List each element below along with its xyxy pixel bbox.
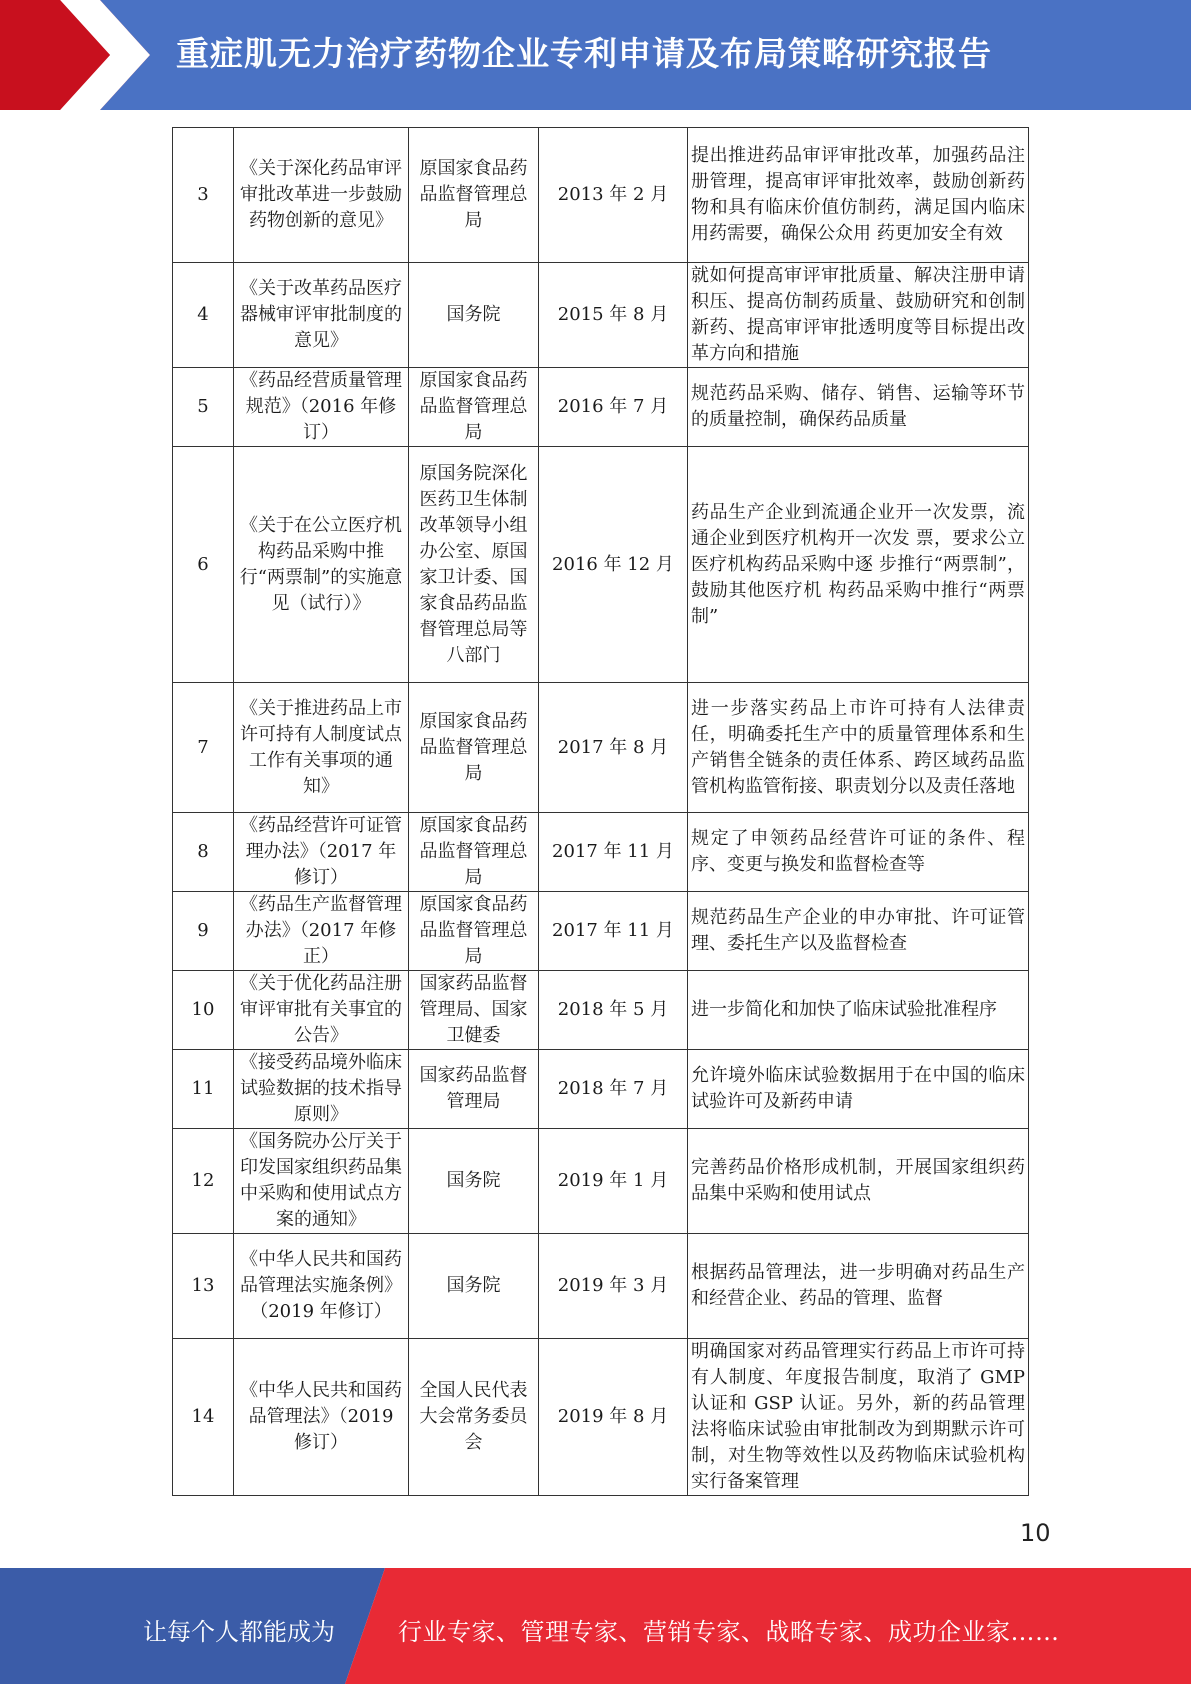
issuing-authority-cell: 国家药品监督管理局、国家卫健委 [409,971,539,1050]
policy-description-cell: 完善药品价格形成机制，开展国家组织药品集中采购和使用试点 [688,1129,1029,1234]
issue-date-cell: 2017 年 8 月 [539,683,688,813]
page-number: 10 [1020,1519,1051,1547]
table-row [173,263,1029,368]
policy-name-cell: 《中华人民共和国药品管理法实施条例》（2019 年修订） [234,1234,409,1339]
footer-slogan-left: 让每个人都能成为 [143,1618,335,1646]
policy-description-cell: 明确国家对药品管理实行药品上市许可持有人制度、年度报告制度，取消了 GMP 认证和 GSP 认证。另外，新的药品管理法将临床试验由审批制改为到期默示许可制，对生物等效性以及药物临床试验机构实行备案管理 [688,1339,1029,1496]
policy-name-cell: 《中华人民共和国药品管理法》（2019 修订） [234,1339,409,1496]
policy-name-cell: 《关于推进药品上市许可持有人制度试点工作有关事项的通知》 [234,683,409,813]
issue-date-cell: 2013 年 2 月 [539,128,688,263]
issuing-authority-cell: 原国家食品药品监督管理总局 [409,813,539,892]
page-footer [0,1568,1191,1684]
issuing-authority-cell: 国务院 [409,263,539,368]
table-row [173,683,1029,813]
table-row [173,1339,1029,1496]
policy-description-cell: 提出推进药品审评审批改革，加强药品注册管理，提高审评审批效率，鼓励创新药物和具有临床价值仿制药，满足国内临床用药需要，确保公众用 药更加安全有效 [688,128,1029,263]
page-header [0,0,1191,110]
policy-description-cell: 根据药品管理法，进一步明确对药品生产和经营企业、药品的管理、监督 [688,1234,1029,1339]
row-number-cell: 8 [173,813,234,892]
table-row [173,447,1029,683]
issuing-authority-cell: 原国家食品药品监督管理总局 [409,128,539,263]
row-number-cell: 13 [173,1234,234,1339]
table-row [173,971,1029,1050]
row-number-cell: 14 [173,1339,234,1496]
policy-description-cell: 规范药品生产企业的申办审批、许可证管理、委托生产以及监督检查 [688,892,1029,971]
policy-name-cell: 《关于优化药品注册审评审批有关事宜的公告》 [234,971,409,1050]
issue-date-cell: 2016 年 7 月 [539,368,688,447]
issue-date-cell: 2017 年 11 月 [539,892,688,971]
policy-description-cell: 药品生产企业到流通企业开一次发票，流通企业到医疗机构开一次发 票，要求公立医疗机构药品采购中逐 步推行“两票制”，鼓励其他医疗机 构药品采购中推行“两票制” [688,447,1029,683]
issuing-authority-cell: 原国务院深化医药卫生体制改革领导小组办公室、原国家卫计委、国家食品药品监督管理总局等八部门 [409,447,539,683]
policy-description-cell: 允许境外临床试验数据用于在中国的临床试验许可及新药申请 [688,1050,1029,1129]
policy-name-cell: 《药品生产监督管理办法》（2017 年修正） [234,892,409,971]
table-row [173,368,1029,447]
issuing-authority-cell: 原国家食品药品监督管理总局 [409,892,539,971]
issue-date-cell: 2018 年 7 月 [539,1050,688,1129]
row-number-cell: 5 [173,368,234,447]
policy-description-cell: 规定了申领药品经营许可证的条件、程序、变更与换发和监督检查等 [688,813,1029,892]
table-row [173,813,1029,892]
issue-date-cell: 2019 年 1 月 [539,1129,688,1234]
issue-date-cell: 2016 年 12 月 [539,447,688,683]
policy-name-cell: 《关于改革药品医疗器械审评审批制度的意见》 [234,263,409,368]
issue-date-cell: 2018 年 5 月 [539,971,688,1050]
row-number-cell: 10 [173,971,234,1050]
table-row [173,1129,1029,1234]
policy-table [172,127,1029,1496]
policy-description-cell: 进一步落实药品上市许可持有人法律责任，明确委托生产中的质量管理体系和生产销售全链条的责任体系、跨区域药品监管机构监管衔接、职责划分以及责任落地 [688,683,1029,813]
row-number-cell: 4 [173,263,234,368]
policy-name-cell: 《接受药品境外临床试验数据的技术指导原则》 [234,1050,409,1129]
issuing-authority-cell: 国家药品监督管理局 [409,1050,539,1129]
issuing-authority-cell: 国务院 [409,1234,539,1339]
table-row [173,1050,1029,1129]
policy-name-cell: 《关于在公立医疗机构药品采购中推行“两票制”的实施意见（试行）》 [234,447,409,683]
row-number-cell: 11 [173,1050,234,1129]
footer-slogan-right: 行业专家、管理专家、营销专家、战略专家、成功企业家…… [398,1618,1060,1646]
policy-name-cell: 《药品经营质量管理规范》（2016 年修订） [234,368,409,447]
issue-date-cell: 2019 年 3 月 [539,1234,688,1339]
report-title: 重症肌无力治疗药物企业专利申请及布局策略研究报告 [176,34,992,73]
row-number-cell: 12 [173,1129,234,1234]
issue-date-cell: 2015 年 8 月 [539,263,688,368]
issue-date-cell: 2019 年 8 月 [539,1339,688,1496]
policy-description-cell: 规范药品采购、储存、销售、运输等环节的质量控制，确保药品质量 [688,368,1029,447]
row-number-cell: 7 [173,683,234,813]
policy-description-cell: 就如何提高审评审批质量、解决注册申请积压、提高仿制药质量、鼓励研究和创制新药、提高审评审批透明度等目标提出改革方向和措施 [688,263,1029,368]
issuing-authority-cell: 原国家食品药品监督管理总局 [409,368,539,447]
policy-name-cell: 《国务院办公厅关于印发国家组织药品集中采购和使用试点方案的通知》 [234,1129,409,1234]
row-number-cell: 6 [173,447,234,683]
row-number-cell: 3 [173,128,234,263]
table-row [173,128,1029,263]
policy-name-cell: 《关于深化药品审评审批改革进一步鼓励药物创新的意见》 [234,128,409,263]
row-number-cell: 9 [173,892,234,971]
policy-name-cell: 《药品经营许可证管理办法》（2017 年修订） [234,813,409,892]
table-row [173,1234,1029,1339]
issuing-authority-cell: 原国家食品药品监督管理总局 [409,683,539,813]
issue-date-cell: 2017 年 11 月 [539,813,688,892]
issuing-authority-cell: 全国人民代表大会常务委员会 [409,1339,539,1496]
policy-table-body [173,128,1029,1496]
policy-description-cell: 进一步简化和加快了临床试验批准程序 [688,971,1029,1050]
issuing-authority-cell: 国务院 [409,1129,539,1234]
table-row [173,892,1029,971]
